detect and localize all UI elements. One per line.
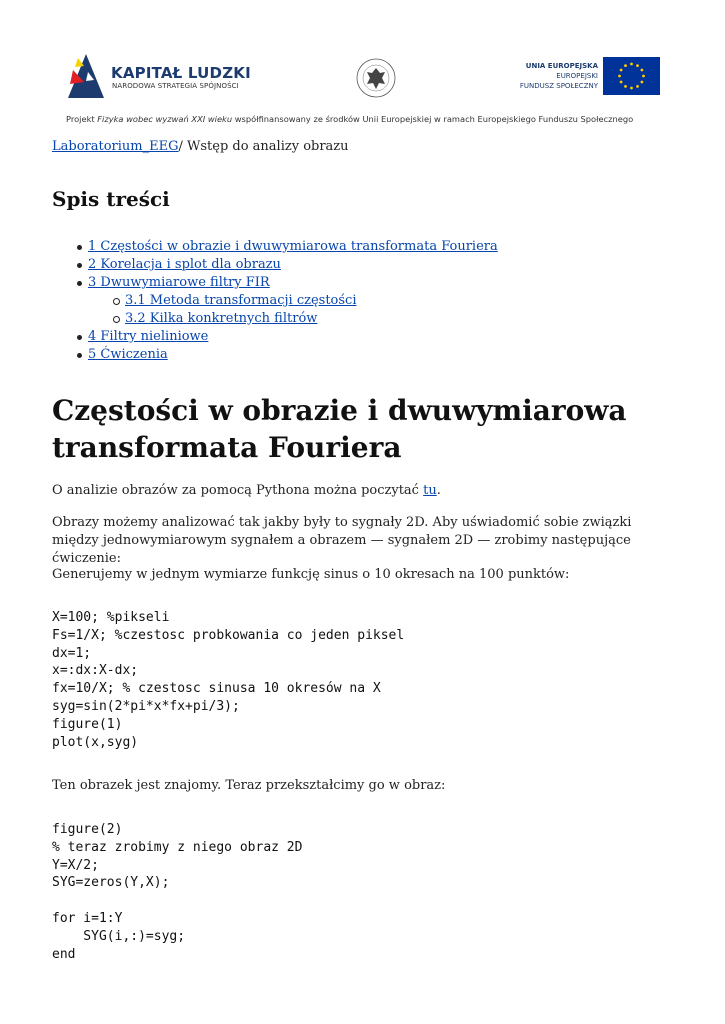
kapital-ludzki-title: KAPITAŁ LUDZKI — [111, 64, 251, 82]
breadcrumb — [52, 139, 349, 154]
toc-item — [52, 256, 498, 274]
code-block-sine: X=100; %pikseli Fs=1/X; %czestosc probkowania co jeden piksel dx=1; x=:dx:X-dx; fx=10/X; % czestosc sinusa 10 okresów na X syg=sin(2*pi*x*fx+pi/3); figure(1) plot(x,syg) — [52, 610, 405, 750]
section-title — [52, 392, 652, 466]
project-name: Fizyka wobec wyzwań XXI wieku — [97, 114, 233, 124]
paragraph-transform: Ten obrazek jest znajomy. Teraz przekształcimy go w obraz: — [52, 778, 446, 793]
eu-text-line3: FUNDUSZ SPOŁECZNY — [519, 82, 598, 90]
toc-item — [52, 238, 498, 256]
toc-link[interactable]: 1 Częstości w obrazie i dwuwymiarowa transformata Fouriera — [88, 239, 498, 254]
kapital-ludzki-logo-icon — [64, 52, 108, 100]
toc-link[interactable]: 3 Dwuwymiarowe filtry FIR — [88, 275, 270, 290]
toc-link[interactable]: 5 Ćwiczenia — [88, 347, 168, 362]
toc-subitem — [52, 310, 498, 328]
toc-title: Spis treści — [52, 187, 170, 211]
eu-text-line1: UNIA EUROPEJSKA — [525, 62, 598, 70]
toc-item — [52, 346, 498, 364]
paragraph-intro — [52, 482, 652, 500]
paragraph-intro-text: O analizie obrazów za pomocą Pythona można poczytać — [52, 483, 424, 498]
table-of-contents — [52, 238, 498, 364]
paragraph-intro-end: . — [436, 483, 441, 498]
paragraph-generate: Generujemy w jednym wymiarze funkcję sinus o 10 okresach na 100 punktów: — [52, 567, 570, 582]
toc-link[interactable]: 3.1 Metoda transformacji częstości — [125, 293, 357, 308]
eu-flag-icon — [603, 57, 660, 95]
toc-link[interactable]: 3.2 Kilka konkretnych filtrów — [125, 311, 318, 326]
project-funding-line — [66, 114, 633, 124]
breadcrumb-link-laboratorium[interactable]: Laboratorium_EEG — [52, 139, 179, 154]
kapital-ludzki-subtitle: NARODOWA STRATEGIA SPÓJNOŚCI — [112, 82, 239, 90]
code-block-image: figure(2) % teraz zrobimy z niego obraz 2D Y=X/2; SYG=zeros(Y,X); for i=1:Y SYG(i,:)=syg; end — [52, 822, 303, 962]
toc-item — [52, 328, 498, 346]
toc-item — [52, 274, 498, 292]
section-title-line2: transformata Fouriera — [52, 431, 402, 464]
paragraph-signals: Obrazy możemy analizować tak jakby były to sygnały 2D. Aby uświadomić sobie związki między jednowymiarowym sygnałem a obrazem — sygnałem 2D — zrobimy następujące ćwiczenie: — [52, 515, 632, 566]
breadcrumb-current: / Wstęp do analizy obrazu — [178, 139, 349, 154]
toc-subitem — [52, 292, 498, 310]
section-title-line1: Częstości w obrazie i dwuwymiarowa — [52, 394, 627, 427]
python-link[interactable]: tu — [423, 483, 437, 498]
eu-text-line2: EUROPEJSKI — [556, 72, 598, 80]
eu-text-block — [500, 61, 598, 91]
toc-link[interactable]: 4 Filtry nieliniowe — [88, 329, 209, 344]
toc-link[interactable]: 2 Korelacja i splot dla obrazu — [88, 257, 281, 272]
university-seal-icon — [355, 55, 397, 101]
project-suffix: współfinansowany ze środków Unii Europejskiej w ramach Europejskiego Funduszu Społecznego — [232, 114, 634, 124]
project-prefix: Projekt — [66, 114, 98, 124]
header-banner — [0, 0, 725, 135]
